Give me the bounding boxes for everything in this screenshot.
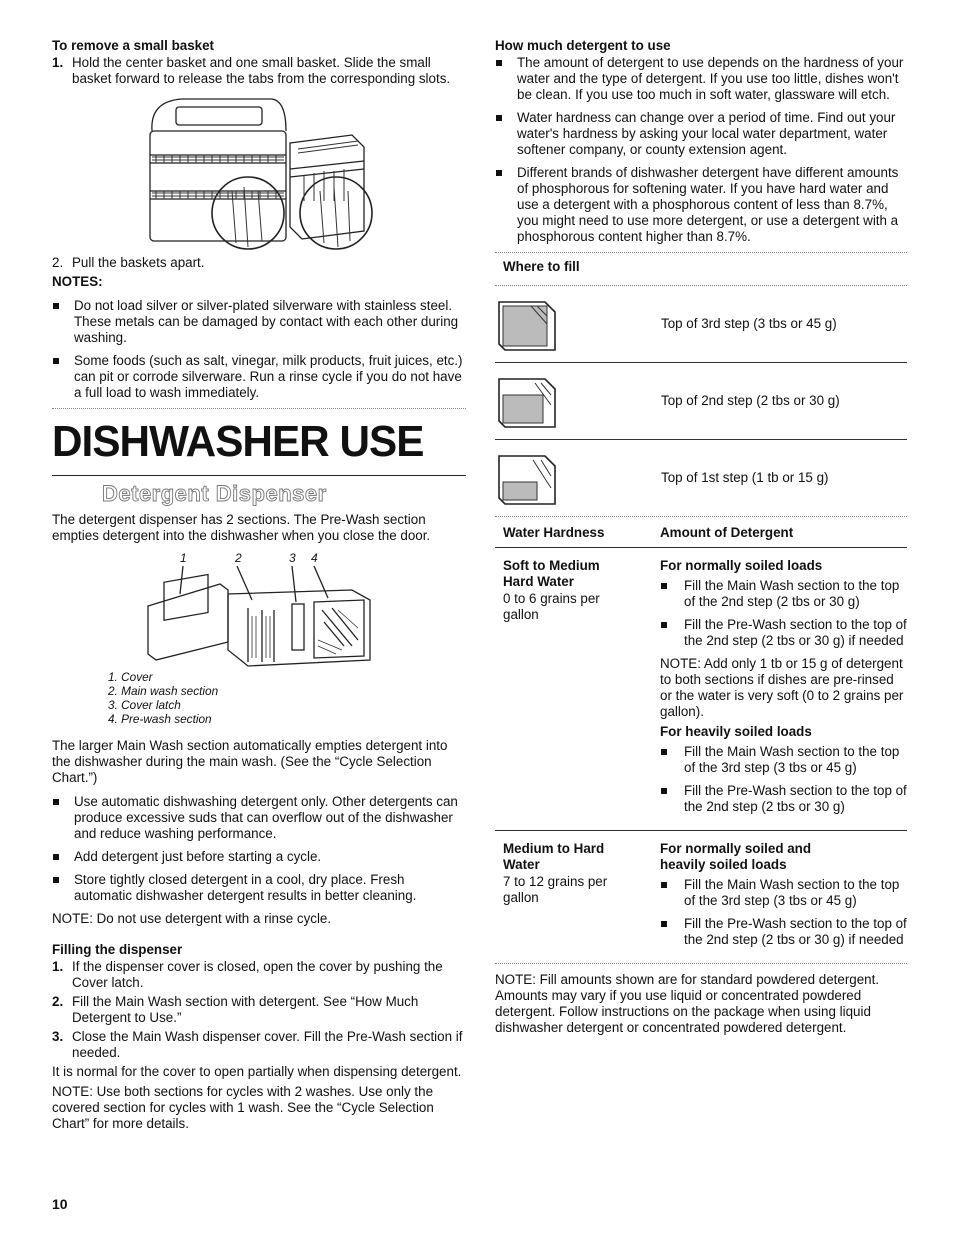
fill-level-text: Top of 2nd step (2 tbs or 30 g) (661, 393, 840, 408)
hard-heading: For normally soiled and heavily soiled loads (660, 841, 812, 872)
dispenser-illustration (52, 550, 466, 670)
caption-item: 3. Cover latch (108, 698, 181, 712)
remove-steps-list (52, 55, 466, 87)
divider (52, 408, 466, 409)
list-item: Water hardness can change over a period of time. Find out your water's hardness by asking your local water department, water softener company, or county extension agent. (495, 110, 907, 158)
diagram-number-2: 2 (235, 551, 242, 565)
hardness-cell (503, 558, 660, 822)
soft-heavy-heading: For heavily soiled loads (660, 724, 812, 739)
list-item: Add detergent just before starting a cycle. (52, 849, 466, 865)
filling-heading: Filling the dispenser (52, 942, 183, 957)
list-item: Fill the Pre-Wash section to the top of the 2nd step (2 tbs or 30 g) if needed (660, 916, 907, 948)
note-rinse: NOTE: Do not use detergent with a rinse cycle. (52, 911, 332, 926)
diagram-number-3: 3 (289, 551, 296, 565)
detergent-cup-2nd-step-icon (495, 371, 559, 431)
soft-normal-heading: For normally soiled loads (660, 558, 823, 573)
list-item: Store tightly closed detergent in a cool, dry place. Fresh automatic dishwasher detergent results in better cleaning. (52, 872, 466, 904)
list-item: The amount of detergent to use depends on the hardness of your water and the type of detergent. If you use too little, dishes won't be clean. If you use too much in soft water, glassware will etch. (495, 55, 907, 103)
divider (52, 475, 466, 476)
header-amount-detergent: Amount of Detergent (660, 525, 794, 540)
list-item (52, 994, 466, 1026)
fill-levels (495, 286, 907, 516)
how-much-heading: How much detergent to use (495, 38, 671, 53)
divider (495, 516, 907, 517)
list-item: Fill the Main Wash section to the top of the 3rd step (3 tbs or 45 g) (660, 744, 907, 776)
dispenser-intro: The detergent dispenser has 2 sections. The Pre-Wash section empties detergent into the dishwasher when you close the door. (52, 512, 431, 543)
remove-steps-list-continued (52, 255, 466, 271)
fill-level-text: Top of 3rd step (3 tbs or 45 g) (661, 316, 837, 331)
list-item (52, 959, 466, 991)
step-number: 2. (52, 255, 64, 270)
dispenser-heading: Detergent Dispenser (102, 481, 327, 506)
final-note: NOTE: Fill amounts shown are for standard powdered detergent. Amounts may vary if you use liquid or concentrated powdered detergent. Follow instructions on the package when using liquid dishwasher detergent or concentrated powdered detergent. (495, 972, 880, 1035)
table-header (495, 523, 907, 548)
filling-steps-list (52, 959, 466, 1061)
fill-level-row (495, 363, 907, 440)
soft-note: NOTE: Add only 1 tb or 15 g of detergent to both sections if dishes are pre-rinsed or the water is very soft (0 to 2 grains per gallon). (660, 656, 904, 719)
notes-label: NOTES: (52, 274, 103, 289)
hard-title: Medium to Hard Water (503, 841, 605, 872)
step-number: 1. (52, 959, 64, 974)
list-item (52, 1029, 466, 1061)
amount-cell (660, 558, 907, 822)
hard-grains: 7 to 12 grains per gallon (503, 874, 608, 905)
basket-illustration (52, 91, 466, 253)
main-wash-paragraph: The larger Main Wash section automatically empties detergent into the dishwasher during the main wash. (See the “Cycle Selection Chart.”) (52, 738, 448, 785)
note-both-sections: NOTE: Use both sections for cycles with 2 washes. Use only the covered section for cycles with 1 wash. See the “Cycle Selection Chart” for more details. (52, 1084, 434, 1131)
divider (495, 252, 907, 253)
left-column (52, 38, 466, 1132)
dispenser-diagram (52, 550, 466, 670)
detergent-cup-1st-step-icon (495, 448, 559, 508)
list-item (52, 255, 466, 271)
list-item (52, 55, 466, 87)
caption-item: 4. Pre-wash section (108, 712, 212, 726)
list-item: Use automatic dishwashing detergent only. Other detergents can produce excessive suds that can overflow out of the dishwasher and reduce washing performance. (52, 794, 466, 842)
fill-level-row (495, 286, 907, 363)
partial-open-paragraph: It is normal for the cover to open partially when dispensing detergent. (52, 1064, 462, 1079)
step-text: Fill the Main Wash section with detergent. See “How Much Detergent to Use.” (72, 994, 419, 1025)
list-item: Fill the Main Wash section to the top of the 3rd step (3 tbs or 45 g) (660, 877, 907, 909)
list-item: Fill the Pre-Wash section to the top of the 2nd step (2 tbs or 30 g) if needed (660, 617, 907, 649)
how-much-bullets (495, 55, 907, 245)
fill-level-text: Top of 1st step (1 tb or 15 g) (661, 470, 829, 485)
step-number: 3. (52, 1029, 64, 1044)
list-item: Do not load silver or silver-plated silverware with stainless steel. These metals can be damaged by contact with each other during washing. (52, 298, 466, 346)
table-row (495, 831, 907, 963)
page-number: 10 (52, 1196, 68, 1212)
list-item: Fill the Main Wash section to the top of the 2nd step (2 tbs or 30 g) (660, 578, 907, 610)
caption-item: 1. Cover (108, 670, 153, 684)
list-item: Some foods (such as salt, vinegar, milk products, fruit juices, etc.) can pit or corrode silverware. Run a rinse cycle if you do not have a full load to wash immediately. (52, 353, 466, 401)
soft-title: Soft to Medium Hard Water (503, 558, 600, 589)
section-title: DISHWASHER USE (52, 417, 424, 466)
detergent-cup-3rd-step-icon (495, 294, 559, 354)
dispenser-bullets (52, 794, 466, 904)
table-row (495, 548, 907, 831)
step-number: 1. (52, 55, 64, 70)
step-text: Hold the center basket and one small basket. Slide the small basket forward to release the tabs from the corresponding slots. (72, 55, 451, 86)
divider (495, 963, 907, 964)
diagram-number-1: 1 (180, 551, 187, 565)
where-to-fill-heading: Where to fill (503, 259, 580, 274)
diagram-number-4: 4 (311, 551, 318, 565)
list-item: Fill the Pre-Wash section to the top of the 2nd step (2 tbs or 30 g) (660, 783, 907, 815)
caption-item: 2. Main wash section (108, 684, 219, 698)
header-water-hardness: Water Hardness (503, 525, 605, 540)
right-column (495, 38, 907, 1036)
water-hardness-table (495, 523, 907, 963)
list-item: Different brands of dishwasher detergent have different amounts of phosphorous for softening water. If you have hard water and use a detergent with a phosphorous content of less than 8.7%, you might need to use more detergent, or use a detergent with a phosphorous content higher than 8.7%. (495, 165, 907, 245)
notes-list (52, 298, 466, 401)
amount-cell (660, 841, 907, 955)
soft-grains: 0 to 6 grains per gallon (503, 591, 600, 622)
remove-basket-heading: To remove a small basket (52, 38, 215, 53)
step-number: 2. (52, 994, 64, 1009)
step-text: Pull the baskets apart. (72, 255, 205, 270)
hardness-cell (503, 841, 660, 955)
diagram-captions (108, 670, 466, 726)
step-text: Close the Main Wash dispenser cover. Fill the Pre-Wash section if needed. (72, 1029, 463, 1060)
fill-level-row (495, 440, 907, 516)
step-text: If the dispenser cover is closed, open the cover by pushing the Cover latch. (72, 959, 443, 990)
